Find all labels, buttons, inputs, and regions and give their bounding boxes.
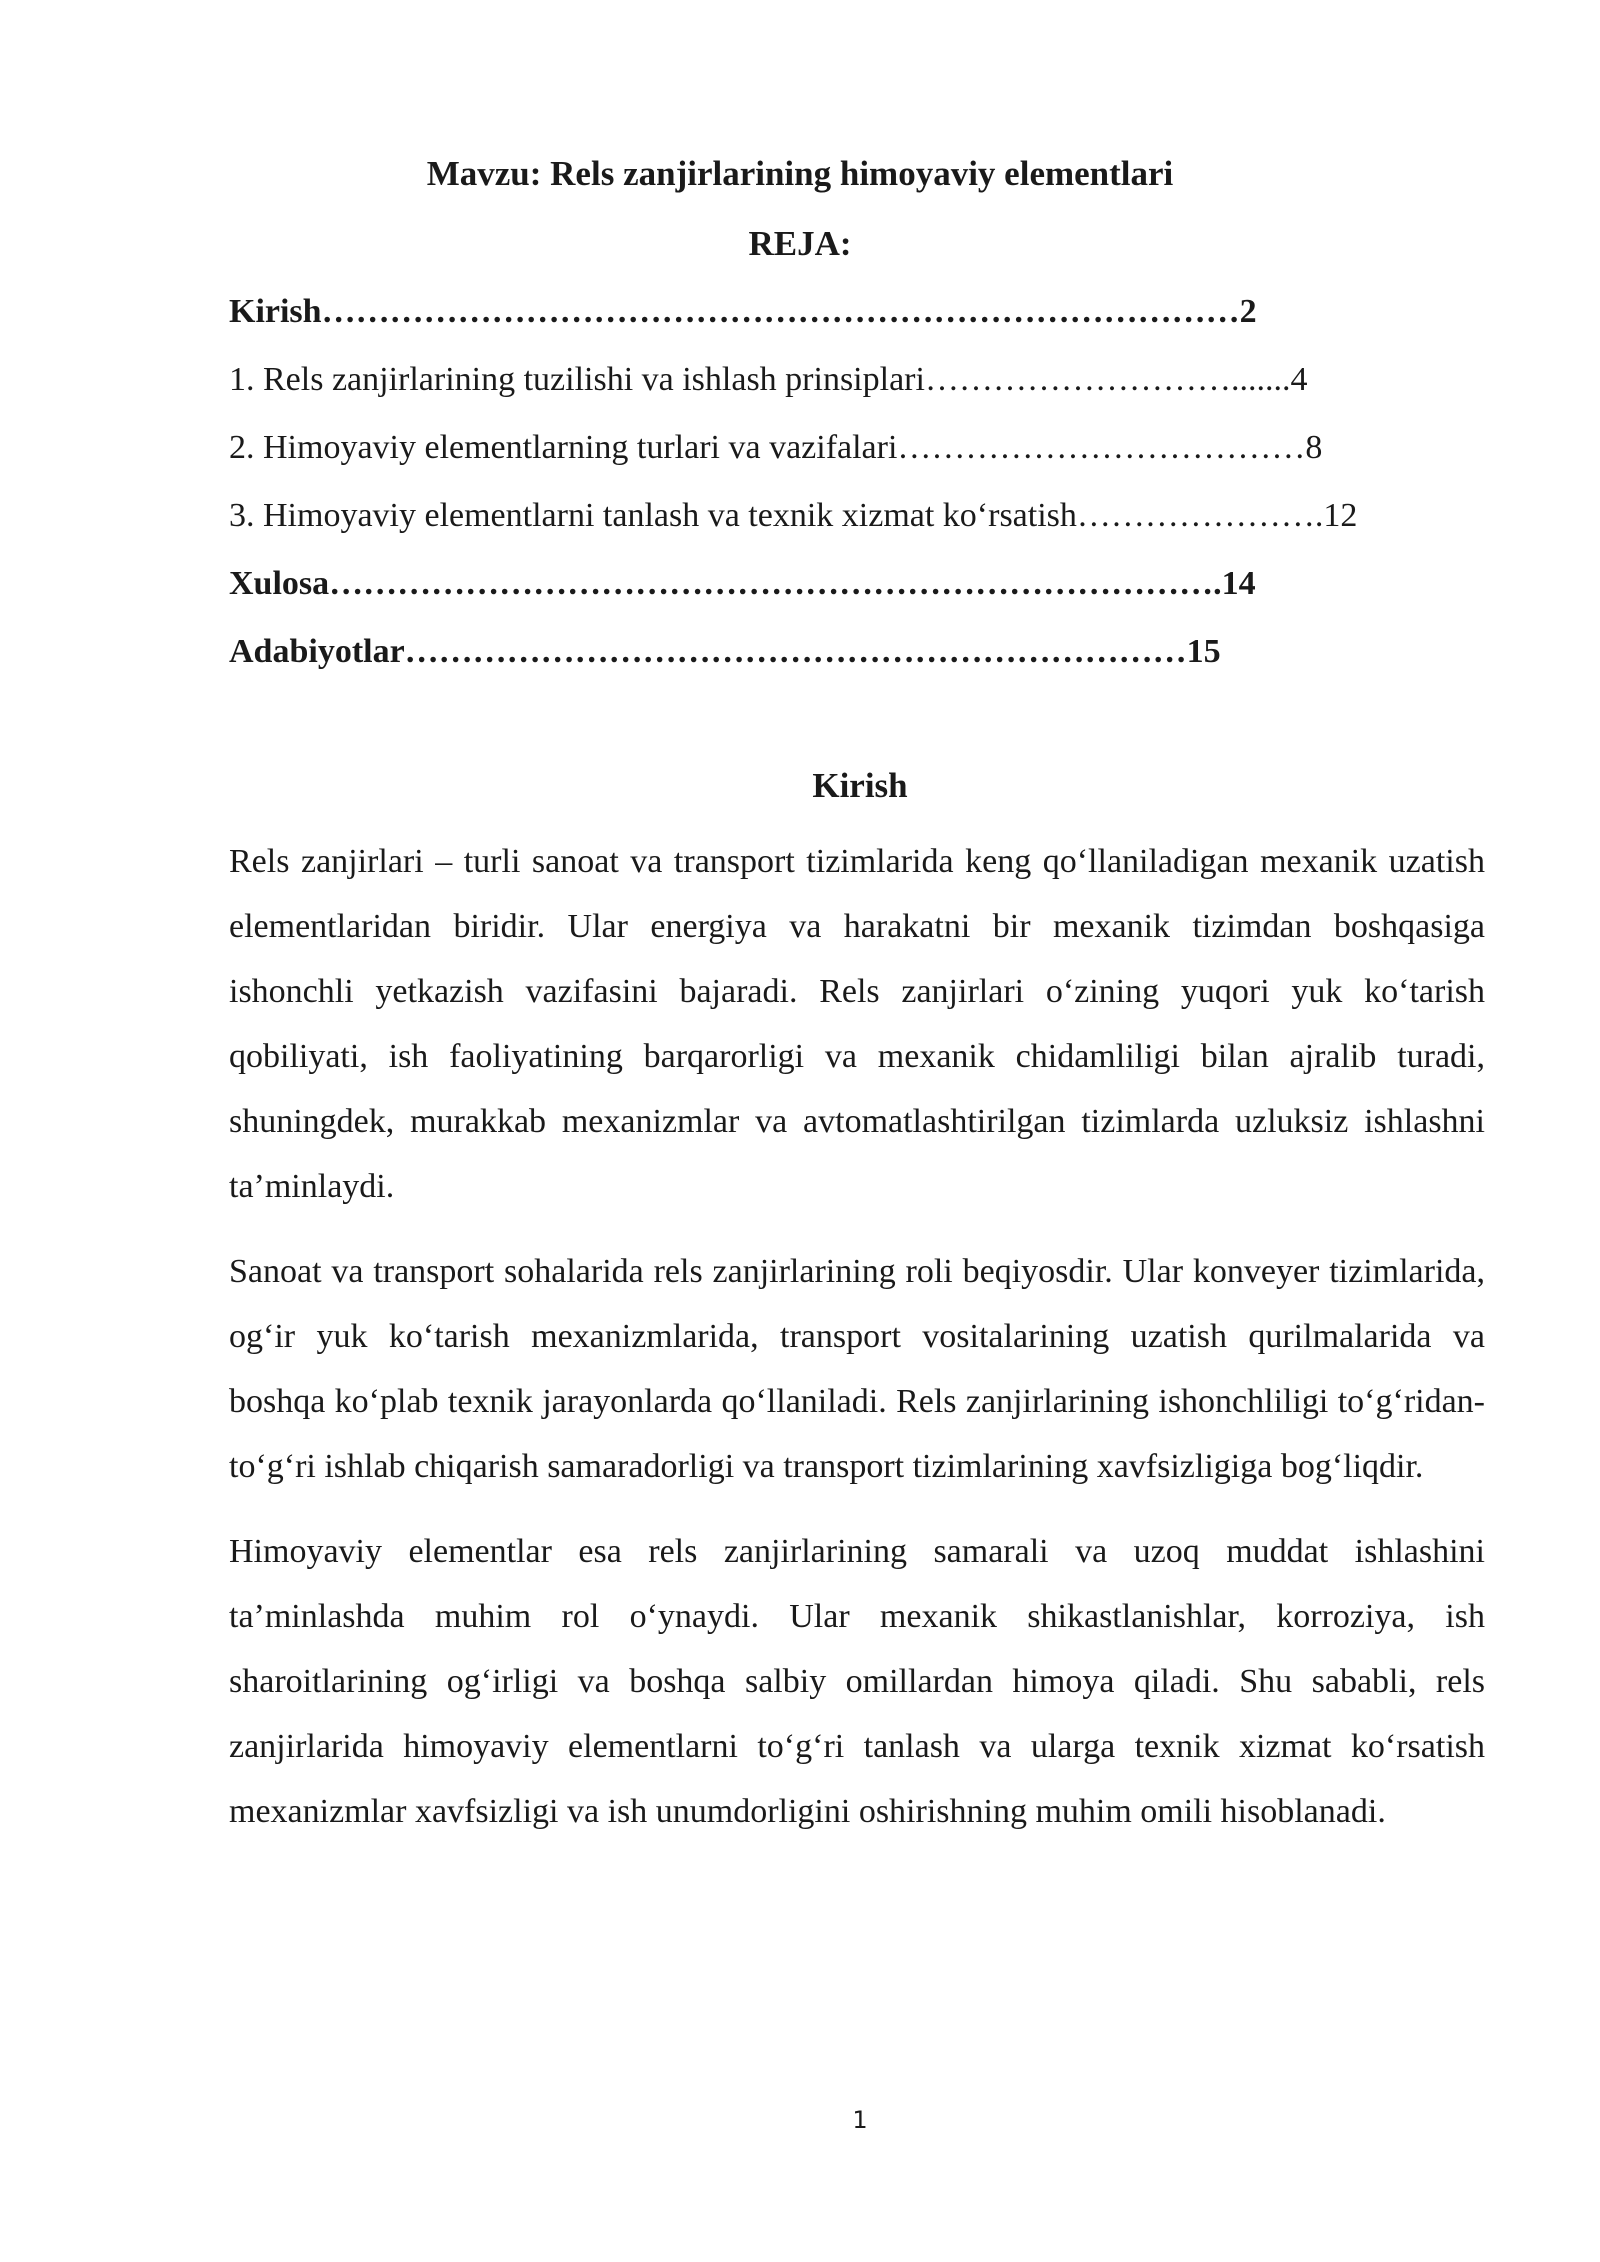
section-heading: Kirish	[812, 766, 908, 805]
body-text	[229, 829, 1485, 1864]
toc-entry-chapter-2: 2. Himoyaviy elementlarning turlari va vazifalari………………………………8	[229, 429, 1323, 466]
paragraph: Himoyaviy elementlar esa rels zanjirlarining samarali va uzoq muddat ishlashini ta’minlashda muhim rol o‘ynaydi. Ular mexanik shikastlanishlar, korroziya, ish sharoitlarining og‘irligi va boshqa salbiy omillardan himoya qiladi. Shu sababli, rels zanjirlarida himoyaviy elementlarni to‘g‘ri tanlash va ularga texnik xizmat ko‘rsatish mexanizmlar xavfsizligi va ish unumdorligini oshirishning muhim omili hisoblanadi.	[229, 1533, 1485, 1830]
paragraph: Rels zanjirlari – turli sanoat va transport tizimlarida keng qo‘llaniladigan mexanik uzatish elementlaridan biridir. Ular energiya va harakatni bir mexanik tizimdan boshqasiga ishonchli yetkazish vazifasini bajaradi. Rels zanjirlari o‘zining yuqori yuk ko‘tarish qobiliyati, ish faoliyatining barqarorligi va mexanik chidamliligi bilan ajralib turadi, shuningdek, murakkab mexanizmlar va avtomatlashtirilgan tizimlarda uzluksiz ishlashni ta’minlaydi.	[229, 843, 1485, 1205]
toc-entry-introduction: Kirish………………………………………………………………………2	[229, 293, 1257, 330]
paragraph: Sanoat va transport sohalarida rels zanjirlarining roli beqiyosdir. Ular konveyer tizimlarida, og‘ir yuk ko‘tarish mexanizmlarida, transport vositalarining uzatish qurilmalarida va boshqa ko‘plab texnik jarayonlarda qo‘llaniladi. Rels zanjirlarining ishonchliligi to‘g‘ridan-to‘g‘ri ishlab chiqarish samaradorligi va transport tizimlarining xavfsizligiga bog‘liqdir.	[229, 1253, 1485, 1485]
toc-entry-chapter-1: 1. Rels zanjirlarining tuzilishi va ishlash prinsiplari……………………….......4	[229, 361, 1308, 398]
toc-entry-conclusion: Xulosa…………………………………………………………………….14	[229, 565, 1256, 602]
toc-entry-chapter-3: 3. Himoyaviy elementlarni tanlash va texnik xizmat ko‘rsatish………………….12	[229, 497, 1358, 534]
plan-heading: REJA:	[748, 224, 852, 263]
toc-entry-references: Adabiyotlar……………………………………………………………15	[229, 633, 1221, 670]
document-title: Mavzu: Rels zanjirlarining himoyaviy elementlari	[426, 154, 1174, 193]
page-number: 1	[852, 2106, 868, 2134]
table-of-contents	[229, 286, 1481, 694]
